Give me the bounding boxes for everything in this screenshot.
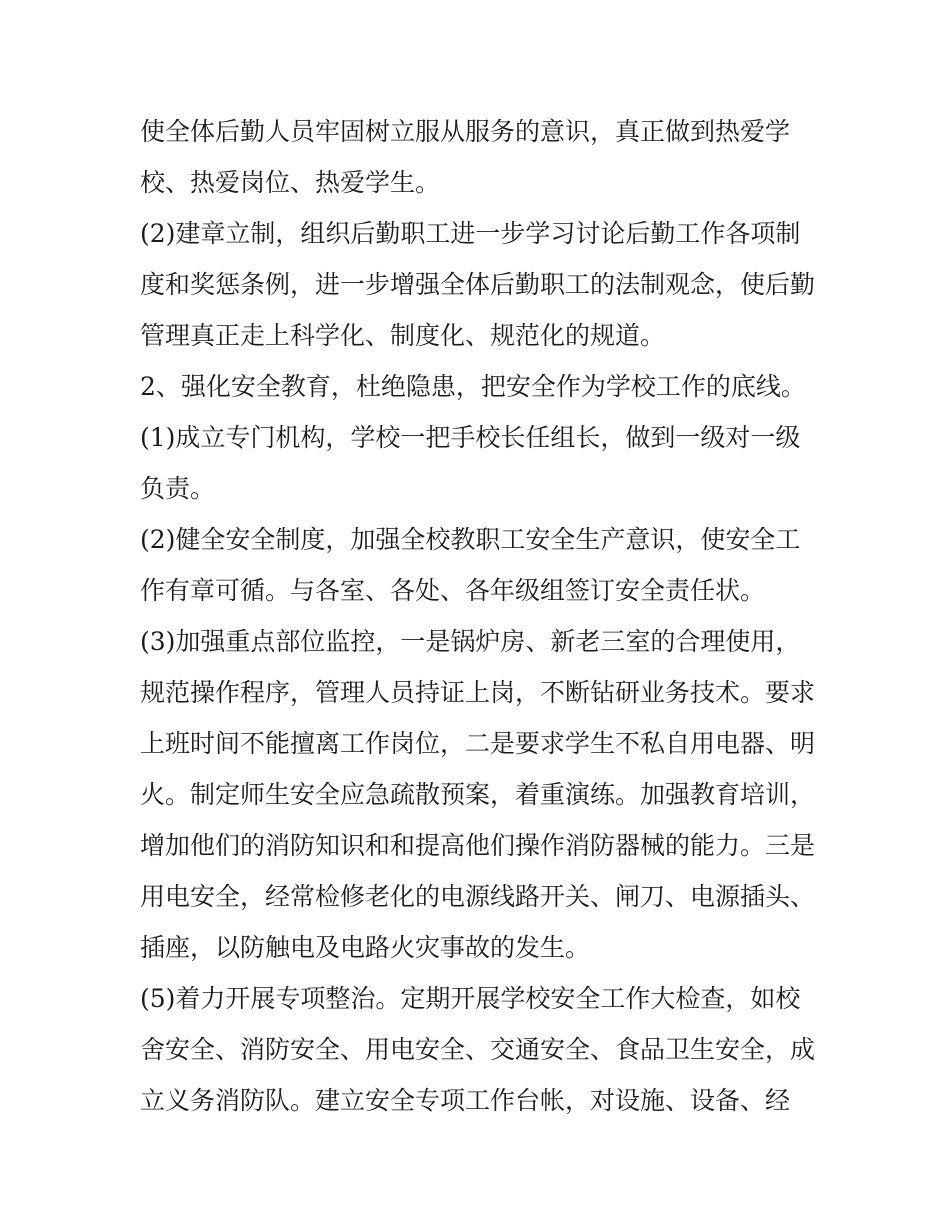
text-line: 校、热爱岗位、热爱学生。 [140, 168, 441, 197]
text-line: 上班时间不能擅离工作岗位，二是要求学生不私自用电器、明 [140, 729, 816, 758]
document-body [140, 106, 820, 1126]
text-line: (2)健全安全制度，加强全校教职工安全生产意识，使安全工 [140, 525, 801, 554]
text-line: 舍安全、消防安全、用电安全、交通安全、食品卫生安全，成 [140, 1035, 816, 1064]
text-line: 度和奖惩条例，进一步增强全体后勤职工的法制观念，使后勤 [140, 270, 816, 299]
text-line: 插座，以防触电及电路火灾事故的发生。 [140, 933, 591, 962]
text-line: (1)成立专门机构，学校一把手校长任组长，做到一级对一级 [140, 423, 801, 452]
text-line: (5)着力开展专项整治。定期开展学校安全工作大检查，如校 [140, 984, 801, 1013]
text-line: 用电安全，经常检修老化的电源线路开关、闸刀、电源插头、 [140, 882, 816, 911]
text-line: 管理真正走上科学化、制度化、规范化的规道。 [140, 321, 666, 350]
text-line: (2)建章立制，组织后勤职工进一步学习讨论后勤工作各项制 [140, 219, 801, 248]
text-line: 增加他们的消防知识和和提高他们操作消防器械的能力。三是 [140, 831, 816, 860]
text-line: 作有章可循。与各室、各处、各年级组签订安全责任状。 [140, 576, 766, 605]
text-line: 立义务消防队。建立安全专项工作台帐，对设施、设备、经 [140, 1086, 791, 1115]
text-line: 负责。 [140, 474, 216, 503]
text-line: (3)加强重点部位监控，一是锅炉房、新老三室的合理使用， [140, 627, 801, 656]
text-line: 火。制定师生安全应急疏散预案，着重演练。加强教育培训， [140, 780, 816, 809]
text-line: 规范操作程序，管理人员持证上岗，不断钻研业务技术。要求 [140, 678, 816, 707]
text-line: 2、强化安全教育，杜绝隐患，把安全作为学校工作的底线。 [140, 372, 806, 401]
text-line: 使全体后勤人员牢固树立服从服务的意识，真正做到热爱学 [140, 117, 791, 146]
